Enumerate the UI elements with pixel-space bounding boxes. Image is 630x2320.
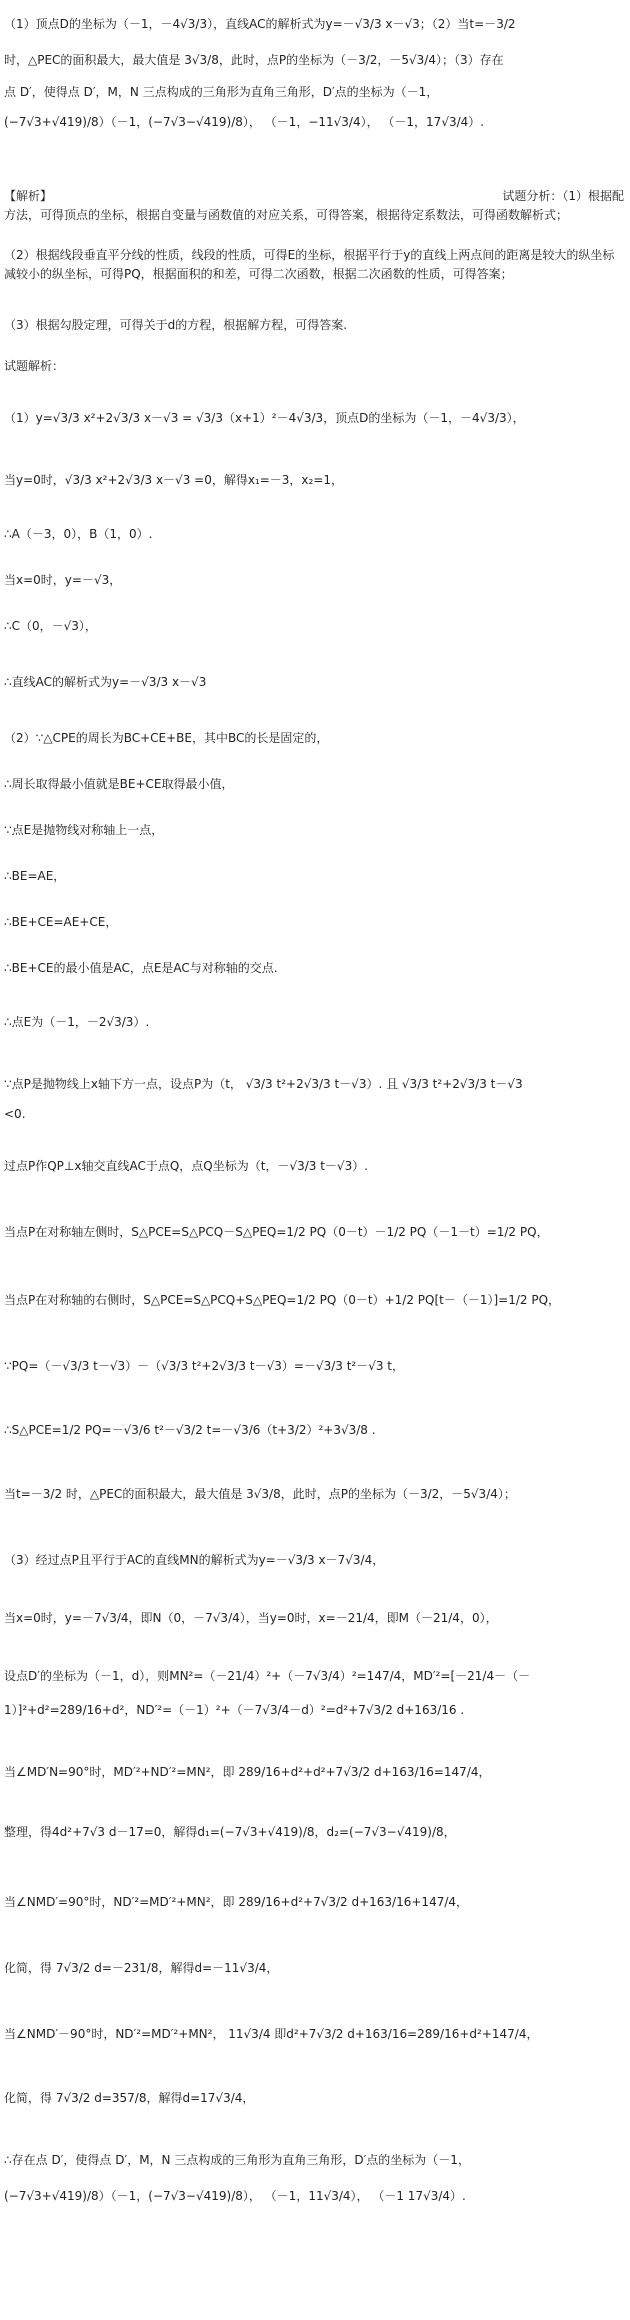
solution-line-28: 当∠NMD′=90°时，ND′²=MD′²+MN²，即 289/16+d²+7√3/2 d+163/16+147/4， (4, 1895, 469, 1909)
solution-title: 试题解析： (4, 359, 65, 373)
solution-line-20: ∴S△PCE=1/2 PQ=－√3/6 t²－√3/2 t=－√3/6（t+3/2）²+3√3/8 . (4, 1423, 376, 1437)
solution-line-15: <0. (4, 1107, 26, 1121)
solution-line-31: 化简，得 7√3/2 d=357/8，解得d=17√3/4， (4, 2091, 255, 2105)
solution-line-22: （3）经过点P且平行于AC的直线MN的解析式为y=－√3/3 x－7√3/4， (4, 1553, 385, 1567)
answer-line-3: 点 D′，使得点 D′，M，N 三点构成的三角形为直角三角形，D′点的坐标为（－1， (4, 85, 439, 99)
solution-line-8: ∴周长取得最小值就是BE+CE取得最小值， (4, 777, 234, 791)
solution-line-7: （2）∵△CPE的周长为BC+CE+BE，其中BC的长是固定的， (4, 731, 329, 745)
solution-line-1: （1）y=√3/3 x²+2√3/3 x－√3 = √3/3（x+1）²－4√3/3，顶点D的坐标为（－1，－4√3/3）， (4, 411, 525, 425)
solution-line-5: ∴C（0，－√3）， (4, 619, 97, 633)
solution-line-9: ∵点E是抛物线对称轴上一点， (4, 823, 164, 837)
solution-line-6: ∴直线AC的解析式为y=－√3/3 x－√3 (4, 675, 207, 689)
solution-line-29: 化简，得 7√3/2 d=－231/8，解得d=－11√3/4， (4, 1961, 279, 1975)
solution-line-12: ∴BE+CE的最小值是AC，点E是AC与对称轴的交点. (4, 961, 278, 975)
solution-line-24: 设点D′的坐标为（－1，d），则MN²=（－21/4）²+（－7√3/4）²=147/4，MD′²=[－21/4－（－ (4, 1669, 531, 1683)
solution-line-4: 当x=0时，y=－√3， (4, 573, 122, 587)
solution-line-10: ∴BE=AE， (4, 869, 66, 883)
solution-line-16: 过点P作QP⊥x轴交直线AC于点Q，点Q坐标为（t，－√3/3 t－√3）. (4, 1159, 369, 1173)
analysis-paragraph-1: 方法，可得顶点的坐标，根据自变量与函数值的对应关系，可得答案，根据待定系数法，可得函数解析式； (4, 208, 569, 222)
solution-line-11: ∴BE+CE=AE+CE， (4, 915, 118, 929)
solution-line-33: (−7√3+√419)/8）（－1，(−7√3−√419)/8）， （－1，11√3/4）， （－1 17√3/4）. (4, 2189, 466, 2203)
solution-line-27: 整理，得4d²+7√3 d－17=0，解得d₁=(−7√3+√419)/8，d₂=(−7√3−√419)/8， (4, 1825, 456, 1839)
solution-line-26: 当∠MD′N=90°时，MD′²+ND′²=MN²，即 289/16+d²+d²+7√3/2 d+163/16=147/4， (4, 1765, 491, 1779)
solution-line-2: 当y=0时，√3/3 x²+2√3/3 x－√3 =0，解得x₁=－3，x₂=1， (4, 473, 344, 487)
solution-line-23: 当x=0时，y=－7√3/4，即N（0，－7√3/4），当y=0时，x=－21/4，即M（－21/4，0）， (4, 1611, 498, 1625)
solution-line-14: ∵点P是抛物线上x轴下方一点，设点P为（t， √3/3 t²+2√3/3 t－√3）. 且 √3/3 t²+2√3/3 t－√3 (4, 1077, 523, 1091)
solution-line-19: ∵PQ=（－√3/3 t－√3）－（√3/3 t²+2√3/3 t－√3）=－√3/3 t²－√3 t， (4, 1359, 405, 1373)
analysis-paragraph-2: （2）根据线段垂直平分线的性质，线段的性质，可得E的坐标，根据平行于y的直线上两点间的距离是较大的纵坐标减较小的纵坐标，可得PQ，根据面积的和差，可得二次函数，根据二次函数的性质，可得答案； (4, 248, 615, 281)
answer-line-4: (−7√3+√419)/8）（－1，(−7√3−√419)/8）， （－1，−11√3/4）， （－1，17√3/4）. (4, 115, 485, 129)
solution-line-17: 当点P在对称轴左侧时，S△PCE=S△PCQ－S△PEQ=1/2 PQ（0－t）－1/2 PQ（－1－t）=1/2 PQ， (4, 1225, 549, 1239)
solution-line-21: 当t=－3/2 时，△PEC的面积最大，最大值是 3√3/8，此时，点P的坐标为（－3/2，－5√3/4）； (4, 1487, 516, 1501)
analysis-paragraph-3: （3）根据勾股定理，可得关于d的方程，根据解方程，可得答案. (4, 318, 348, 332)
solution-line-3: ∴A（－3，0），B（1，0）. (4, 527, 153, 541)
answer-line-2: 时，△PEC的面积最大，最大值是 3√3/8，此时，点P的坐标为（－3/2，－5√3/4）；（3）存在 (4, 53, 504, 67)
solution-line-18: 当点P在对称轴的右侧时，S△PCE=S△PCQ+S△PEQ=1/2 PQ（0－t）+1/2 PQ[t－（－1）]=1/2 PQ， (4, 1293, 561, 1307)
solution-line-13: ∴点E为（－1，－2√3/3）. (4, 1015, 150, 1029)
answer-line-1: （1）顶点D的坐标为（－1，－4√3/3），直线AC的解析式为y=－√3/3 x－√3；（2）当t=－3/2 (4, 17, 516, 31)
solution-line-30: 当∠NMD′－90°时，ND′²=MD′²+MN²， 11√3/4 即d²+7√3/2 d+163/16=289/16+d²+147/4， (4, 2027, 539, 2041)
solution-line-25: 1）]²+d²=289/16+d²，ND′²=（－1）²+（－7√3/4－d）²=d²+7√3/2 d+163/16 . (4, 1703, 465, 1717)
analysis-label: 【解析】 (4, 189, 53, 203)
analysis-heading: 试题分析：（1）根据配 (502, 189, 624, 203)
solution-line-32: ∴存在点 D′，使得点 D′，M，N 三点构成的三角形为直角三角形，D′点的坐标为（－1， (4, 2153, 470, 2167)
